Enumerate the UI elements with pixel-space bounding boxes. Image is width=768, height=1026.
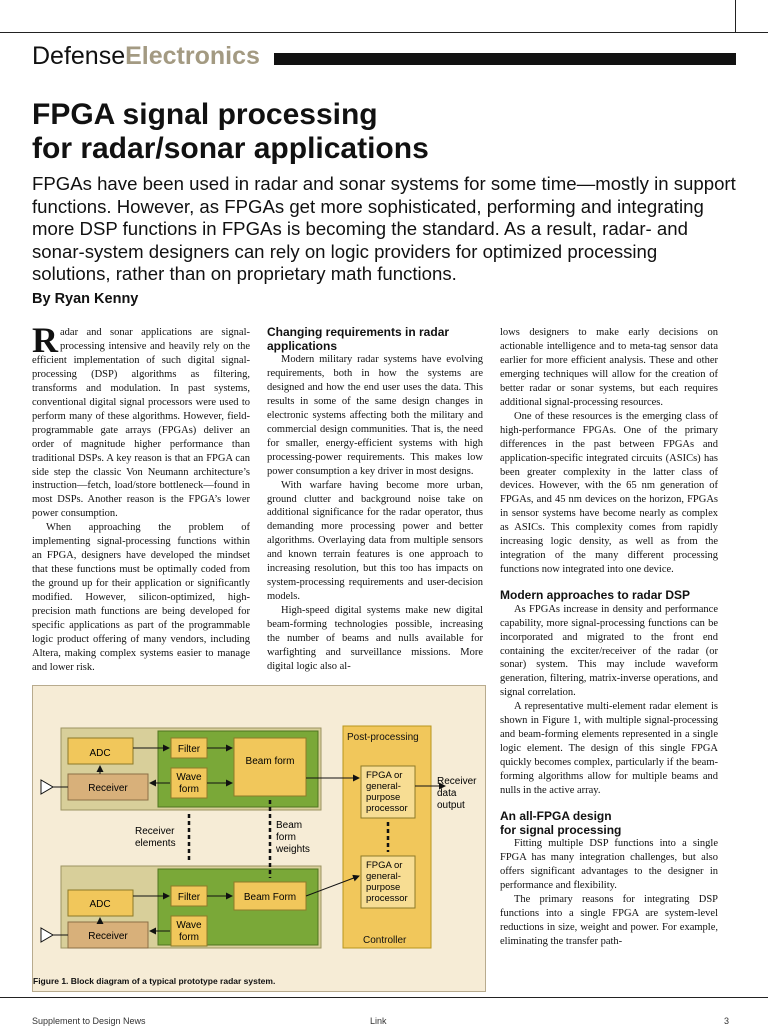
article-deck: FPGAs have been used in radar and sonar systems for some time—mostly in support functions. However, as FPGAs get more sophisticated, performing and integrating more DSP functions in FPGAs is becoming the standard. As a result, radar- and sonar-system designers can rely on logic providers for optimized processing solutions, rather than on proprietary math functions. bbox=[32, 173, 736, 284]
column-3 bbox=[500, 326, 718, 949]
wave-label-bottom: Wave bbox=[176, 920, 202, 931]
processor-top-line-3: purpose bbox=[366, 792, 401, 803]
filter-label-top: Filter bbox=[177, 744, 201, 755]
adc-label-top: ADC bbox=[89, 748, 111, 759]
col2-heading: Changing requirements in radar applications bbox=[267, 325, 450, 353]
col3-paragraph-1: lows designers to make early decisions on actionable intelligence and to meta-tag sensor data earlier for more efficient analysis. These and other emerging techniques will allow for the creation of better radar or sonar systems, but each requires additional signal-processing resources. bbox=[500, 327, 718, 408]
antenna-icon-top bbox=[41, 780, 53, 794]
col3-paragraph-5: Fitting multiple DSP functions into a single FPGA has many integration challenges, but also offers significant advantages to the designer in performance and flexibility. bbox=[500, 838, 718, 891]
column-1 bbox=[32, 320, 250, 675]
col3-paragraph-4: A representative multi-element radar element is shown in Figure 1, with multiple signal-processing and beam-forming elements represented in a single logic element. The design of this single FPGA quickly becomes complex, particularly if the beam-forming algorithms allow for multiple beams and nulls in the active array. bbox=[500, 701, 718, 797]
processor-top-line-4: processor bbox=[366, 803, 408, 814]
receiver-elements-label-2: elements bbox=[135, 838, 176, 849]
processor-bottom-line-1: FPGA or bbox=[366, 860, 403, 871]
col2-paragraph-1: Modern military radar systems have evolving requirements, both in how the systems are designed and how the end user uses the data. This results in some of the same design changes in electronic systems affecting both the military and commercial design communities. That is, the need for smaller, energy-efficient systems with high processing-power requirements. This makes low power consumption a key driver in most designs. bbox=[267, 354, 483, 477]
footer-rule bbox=[0, 997, 768, 998]
block-diagram bbox=[33, 686, 485, 991]
masthead-electronics: Electronics bbox=[125, 41, 260, 70]
header-rule-vertical bbox=[735, 0, 736, 32]
header-rule bbox=[0, 32, 768, 33]
col3-heading-1: Modern approaches to radar DSP bbox=[500, 588, 691, 603]
title-line-1: FPGA signal processing bbox=[32, 98, 378, 131]
processor-bottom-line-3: purpose bbox=[366, 882, 401, 893]
receiver-label-top: Receiver bbox=[88, 783, 128, 794]
weights-label-2: form bbox=[276, 832, 296, 843]
receiver-label-bottom: Receiver bbox=[88, 931, 128, 942]
controller-label: Controller bbox=[363, 935, 407, 946]
post-processing-label: Post-processing bbox=[347, 732, 419, 743]
processor-top-line-1: FPGA or bbox=[366, 770, 403, 781]
adc-label-bottom: ADC bbox=[89, 899, 111, 910]
col3-heading-2-line-2: for signal processing bbox=[500, 822, 622, 837]
processor-bottom-line-4: processor bbox=[366, 893, 408, 904]
footer-left: Supplement to Design News bbox=[32, 1016, 146, 1026]
figure-1 bbox=[32, 685, 486, 992]
processor-top-line-2: general- bbox=[366, 781, 401, 792]
col3-paragraph-6: The primary reasons for integrating DSP functions into a single FPGA are system-level reductions in size, weight and power. For example, eliminating the transfer path- bbox=[500, 893, 718, 947]
receiver-elements-label-1: Receiver bbox=[135, 826, 175, 837]
processor-bottom-line-2: general- bbox=[366, 871, 401, 882]
weights-label-1: Beam bbox=[276, 820, 303, 831]
col3-paragraph-3: As FPGAs increase in density and performance capability, more signal-processing functions can be incorporated and migrated to the front end containing the exciter/receiver of the radar (or sonar) system. This may include waveform generation, filtering, matrix-inverse operations, and signal correlation. bbox=[500, 603, 718, 699]
col1-paragraph-2: When approaching the problem of implementing signal-processing functions within an FPGA, designers have developed the mindset that these functions must be optimally coded from the ground up for their application or significantly modified. However, silicon-optimized, high-precision math functions are being developed for specific applications as part of the programmable logic product offering of many vendors, including Altera, making complex systems easier to manage and lower risk. bbox=[32, 522, 250, 673]
footer-page-number: 3 bbox=[724, 1016, 730, 1026]
antenna-icon-bottom bbox=[41, 928, 53, 942]
output-label-2: data bbox=[437, 788, 457, 799]
beamform-box-top bbox=[234, 738, 306, 796]
weights-label-3: weights bbox=[276, 844, 310, 855]
col2-paragraph-2: With warfare having become more urban, ground clutter and background noise take on additional significance for the radar operator, thus demanding more processing power and better algorithms. Overlaying data from multiple sensors and known terrain features is one approach to increasing resolution, but this too has impacts on system-processing requirements and user-decision models. bbox=[267, 479, 483, 603]
column-2 bbox=[267, 326, 483, 674]
form-label-bottom: form bbox=[179, 932, 199, 943]
wave-label-top: Wave bbox=[176, 772, 202, 783]
byline: By Ryan Kenny bbox=[32, 291, 139, 307]
col2-paragraph-3: High-speed digital systems make new digital beam-forming technologies possible, increasing the number of beams and nulls available for warfighting and surveillance missions. More digital logic also al- bbox=[267, 605, 483, 672]
beamform-label-bottom: Beam Form bbox=[243, 892, 297, 903]
masthead-bar bbox=[274, 53, 736, 65]
title-line-2: for radar/sonar applications bbox=[32, 132, 429, 165]
beamform-label-top: Beam form bbox=[245, 756, 295, 767]
footer-center: Link bbox=[370, 1016, 387, 1026]
form-label-top: form bbox=[179, 784, 199, 795]
col3-heading-2-line-1: An all-FPGA design bbox=[500, 809, 612, 823]
output-label-1: Receiver bbox=[437, 776, 477, 787]
col1-p1-text: adar and sonar applications are signal-processing intensive and heavily rely on the efficient implementation of such digital signal-processing (DSP) algorithms as filtering, transforms and modulation. In past systems, conventional digital signal processors were used to perform many of these algorithms. However, field-programmable gate arrays (FPGAs) deliver an order of magnitude higher performance than traditional DSPs. A key reason is that an FPGA can side step the classic Von Neumann architecture’s instruction—fetch, load/store bottleneck—found in most DSPs. Another reason is the FPGA’s lower power consumption. bbox=[32, 327, 250, 520]
col1-paragraph-1 bbox=[32, 320, 250, 521]
masthead-defense: Defense bbox=[32, 41, 126, 70]
filter-label-bottom: Filter bbox=[177, 892, 201, 903]
output-label-3: output bbox=[437, 800, 465, 811]
article-title bbox=[32, 98, 732, 166]
drop-cap: R bbox=[32, 320, 58, 360]
masthead bbox=[32, 40, 260, 72]
figure-caption: Figure 1. Block diagram of a typical prototype radar system. bbox=[33, 976, 276, 986]
col3-paragraph-2: One of these resources is the emerging class of high-performance FPGAs. One of the primary differences in the past between FPGAs and application-specific integrated circuits (ASICs) has been greater complexity in the latter class of devices. However, with the 65 nm generation of FPGAs, and 45 nm devices on the horizon, FPGAs in sensor systems have become nearly as complex as ASICs. This complexity comes from rapidly increasing logic density, as well as from the integration of the many different processing functions now integrated into one device. bbox=[500, 410, 718, 576]
col3-heading-2 bbox=[500, 810, 718, 837]
